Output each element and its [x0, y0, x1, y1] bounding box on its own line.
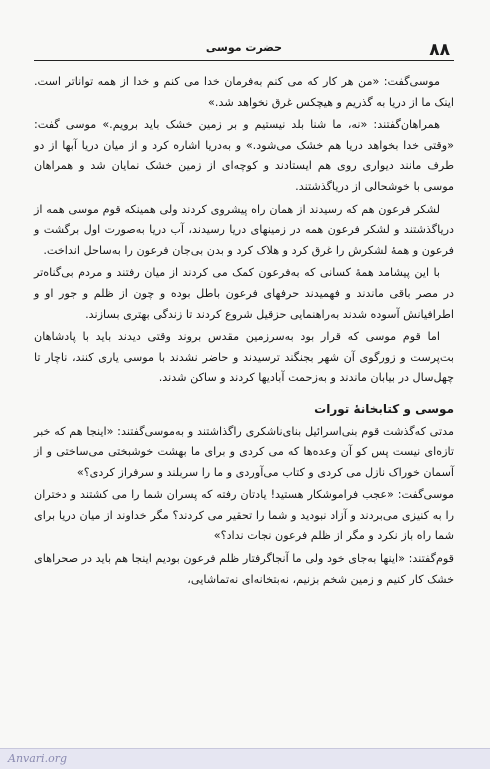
paragraph: همراهان‌گفتند: «نه، ما شنا بلد نیستیم و بر زمین خشک باید برویم.» موسی گفت: «وقتی خدا بخواهد دریا هم خشک می‌شود.» و به‌دریا اشاره کرد و از میان دریا آبها از دو طرف مانند دیواری روی هم ایستادند و کوچه‌ای از زمین خشک نمایان شد و همراهان موسی با خوشحالی از دریاگذشتند.	[34, 118, 454, 193]
paragraph: با این پیشامد همهٔ کسانی که به‌فرعون کمک می کردند از میان رفتند و مردم بی‌گناه‌تر در مصر باقی ماندند و فهمیدند حرفهای فرعون باطل بوده و چون از ظلم و جور او و اطرافیانش آسوده شدند به‌راهنمایی حزقیل شروع کردند تا زندگی بهتری بسازند.	[34, 266, 454, 321]
running-title: حضرت موسی	[205, 41, 283, 54]
header-rule	[34, 60, 454, 61]
paragraph: موسی‌گفت: «من هر کار که می کنم به‌فرمان خدا می کنم و خدا از همه تواناتر است. اینک ما از دریا به‌ گذریم و هیچکس غرق نخواهد شد.»	[34, 75, 454, 109]
paragraph: اما قوم موسی که قرار بود به‌سرزمین مقدس بروند وقتی دیدند باید با پادشاهان بت‌پرست و زورگوی آن شهر بجنگند ترسیدند و حاضر نشدند با موسی یاری کنند، ناچار تا چهل‌سال در بیابان ماندند و به‌زحمت آبادیها کردند و ساکن شدند.	[34, 330, 454, 385]
paragraph: مدتی که‌گذشت قوم بنی‌اسرائیل بنای‌ناشکری را‌گذاشتند و به‌موسی‌گفتند: «اینجا هم که خبر تازه‌ای نیست پس کو آن وعده‌ها که می کردی و برای ما بهشت خوشبختی می‌ساختی و از آسمان خوراک نازل می کردی و کتاب می‌آوردی و ما را سربلند و سرفراز کردی؟»	[34, 424, 454, 479]
page-number: ۸۸	[429, 40, 450, 60]
paragraph: لشکر فرعون هم‌ که رسیدند از همان راه پیشروی کردند ولی همینکه قوم موسی همه از دریاگذشتند و لشکر فرعون همه در زمینهای دریا رسیدند، آب دریا به‌صورت اول برگشت و فرعون و همهٔ لشکرش را غرق کرد و هلاک کرد و بدن بی‌جان فرعون را به‌ساحل انداخت.	[34, 202, 454, 257]
watermark: Anvari.org	[8, 752, 67, 765]
paragraph: موسی‌گفت: «عجب فراموشکار هستید! یادتان رفته که پسران شما را می کشتند و دختران را به‌ کنیزی می‌بردند و آزاد نبودید و شما را تحقیر می کردند؟ مگر خداوند از میان دریا برای شما راه باز نکرد و مگر از ظلم فرعون نجات نداد؟»	[34, 488, 454, 543]
page-header	[34, 28, 454, 58]
body-text	[34, 72, 454, 592]
paragraph: قوم‌گفتند: «اینها به‌جای خود ولی ما آنجا‌گرفتار ظلم فرعون بودیم اینجا هم باید در صحراهای خشک کار کنیم و زمین شخم بزنیم، نه‌بتخانه‌ای نه‌تماشایی،	[34, 552, 454, 586]
footer-bar	[0, 748, 490, 769]
section-heading: موسی و کتابخانهٔ تورات	[314, 401, 454, 416]
